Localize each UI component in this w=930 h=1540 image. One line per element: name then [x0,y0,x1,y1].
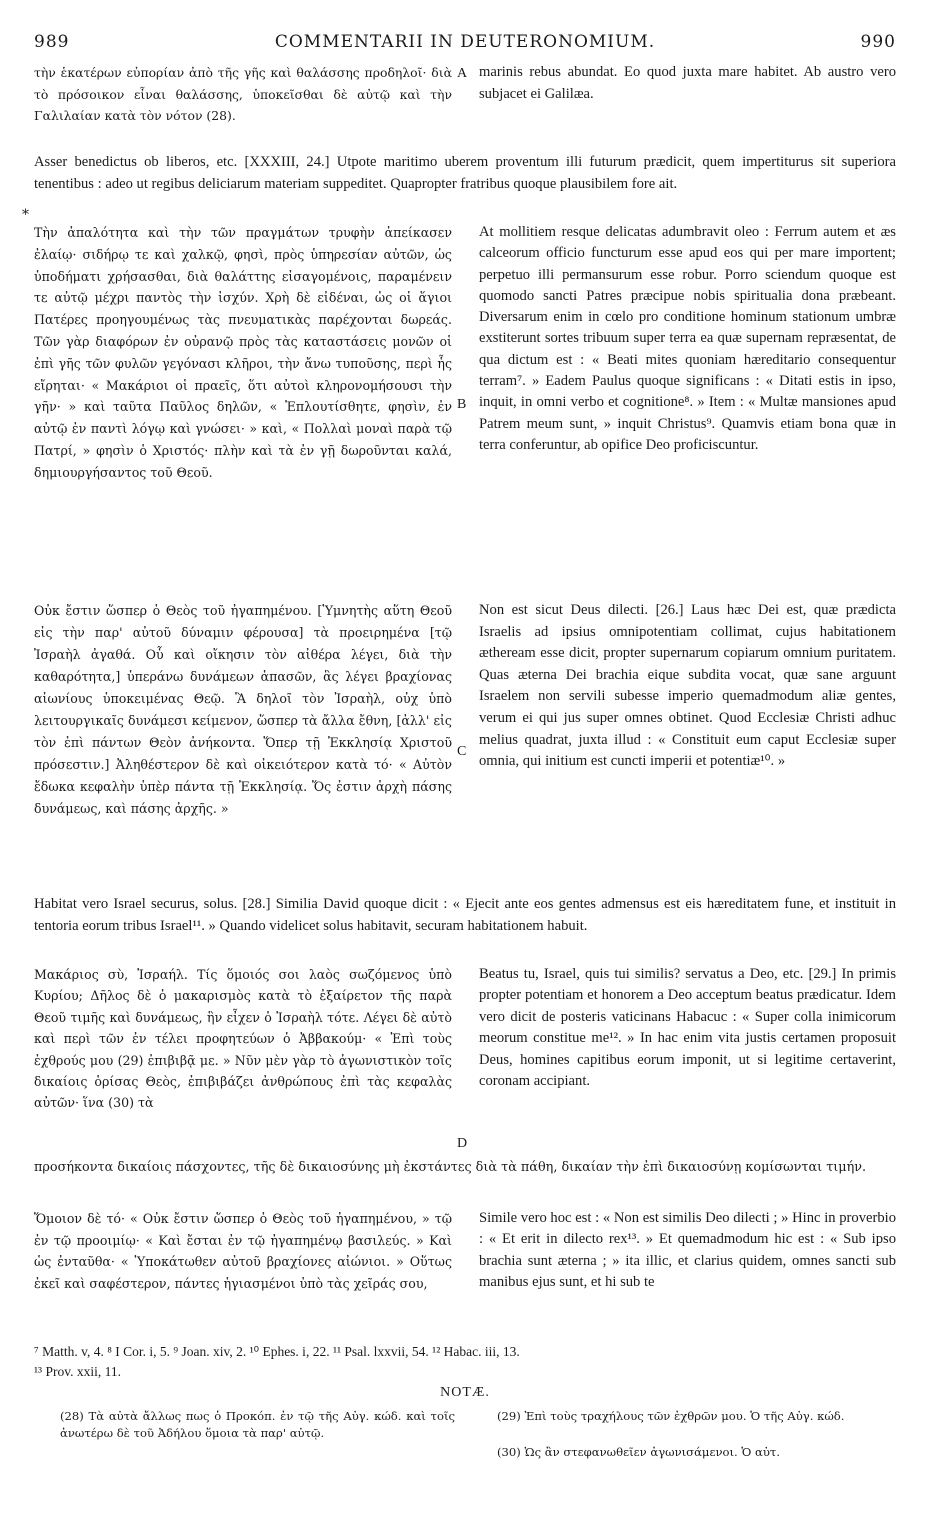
greek-paragraph-1: Τὴν ἁπαλότητα καὶ τὴν τῶν πραγμάτων τρυφὴν ἀπείκασεν ἐλαίῳ· σιδήρῳ τε καὶ χαλκῷ, φησὶ, πρὸς ὑπηρεσίαν αὐτῶν, ὡς ὑποδήματι χρήσασθαι, διὰ θαλάττης εἰσαγομένοις, παραμένειν τε αὐτῷ μέχρι παντὸς τὴν ἰσχύν. Χρὴ δὲ εἰδέναι, ὡς οἱ ἅγιοι Πατέρες προηγουμένως τὰς πνευματικὰς παρέχονται δωρεάς. Τῶν γὰρ διαφόρων ἐν οὐρανῷ πρὸς τὰς καταστάσεις μονῶν οἱ ἐπὶ γῆς τῶν φυλῶν γεγόνασι κλῆροι, τὴν ἄνω τυποῦσης, περὶ ἧς εἴρηται· « Μακάριοι οἱ πραεῖς, ὅτι αὐτοὶ κληρονομήσουσι τὴν γῆν· » καὶ ταῦτα Παῦλος δηλῶν, « Ἐπλουτίσθητε, φησὶν, ἐν αὐτῷ ἐν παντὶ λόγῳ καὶ γνώσει· » καὶ, « Πολλαὶ μοναὶ παρὰ τῷ Πατρί, » φησὶν ὁ Χριστός· πλὴν καὶ τὰ ἐν γῇ δωροῦνται καλά, δημιουργήσαντος τοῦ Θεοῦ. [34,225,452,480]
greek-wide-line: προσήκοντα δικαίοις πάσχοντες, τῆς δὲ δικαιοσύνης μὴ ἐκστάντες διὰ τὰ πάθη, δικαίαν τὴν ἐπὶ δικαιοσύνῃ κομίσωνται τιμήν. [34,1160,867,1175]
latin-paragraph-4: Simile vero hoc est : « Non est similis Deo dilecti ; » Hinc in proverbio : « Et erit in dilecto rex¹³. » Et quemadmodum hic est : « Sub ipso brachia sunt æterna ; » ita illic, et clarius quidem, omnes sancti sub manibus ejus sunt, et hi sub te [479,1210,896,1291]
page-number-right: 990 [860,32,896,52]
margin-asterisk: * [22,207,29,223]
margin-letter-b: B [457,397,467,412]
running-title: COMMENTARII IN DEUTERONOMIUM. [274,32,656,52]
habitat-paragraph: Habitat vero Israel securus, solus. [28.] Similia David quoque dicit : « Ejecit ante eos gentes admensus est eis hæreditatem fune, et instituit in tentoria eorum tribus Israel¹¹. » Quando videlicet solus habitavit, securam habitationem habuit. [34,896,896,934]
asser-paragraph: Asser benedictus ob liberos, etc. [XXXIII, 24.] Utpote maritimo uberem proventum illi futurum prædicit, quem impertiturus sit superiora tenentibus : adeo ut regibus deliciarum materiam suppeditet. Quapropter fratribus quoque plausibilem fore ait. [34,154,896,192]
latin-paragraph-2: Non est sicut Deus dilecti. [26.] Laus hæc Dei est, quæ prædicta Israelis ad ipsius omnipotentiam collimat, cujus habitationem ætheream esse dicit, propter supernarum copiarum omnium puritatem. Quas æterna Dei brachia eique subdita vocat, quæ sane arguunt Israelem non servili subesse imperio quemadmodum aliæ gentes, verum ei qui jus super omnes obtinet. Quod Ecclesiæ Christi adhuc melius quadrat, juxta illud : « Constituit eum caput Ecclesiæ super omnia, qui initium est cuncti imperii et potentiæ¹⁰. » [479,602,896,770]
greek-paragraph-4: Ὅμοιον δὲ τό· « Οὐκ ἔστιν ὥσπερ ὁ Θεὸς τοῦ ἠγαπημένου, » τῷ ἐν τῷ προοιμίῳ· « Καὶ ἔσται ἐν τῷ ἠγαπημένῳ βασιλεύς. » Καὶ ὡς ἐνταῦθα· « Ὑποκάτωθεν αὐτοῦ βραχίονες αἰώνιοι. » Οὕτως ἐκεῖ καὶ σαφέστερον, πάντες ἡγιασμένοι ὑπὸ τὰς χεῖράς σου, [34,1211,452,1291]
latin-top: marinis rebus abundat. Eo quod juxta mare habitet. Ab austro vero subjacet ei Galilæa. [479,64,896,102]
page-header [34,32,896,54]
footnote-line-2: ¹³ Prov. xxii, 11. [34,1364,121,1379]
footnotes [34,1342,896,1382]
notae-heading: NOTÆ. [440,1385,490,1400]
footnote-line-1: ⁷ Matth. v, 4. ⁸ I Cor. i, 5. ⁹ Joan. xiv, 2. ¹⁰ Ephes. i, 22. ¹¹ Psal. lxxvii, 54. ¹² Habac. iii, 13. [34,1344,520,1359]
latin-paragraph-3: Beatus tu, Israel, quis tui similis? servatus a Deo, etc. [29.] In primis propter potentiam et honorem a Deo acceptum beatus prædicatur. Idem vero dicit de posteris vaticinans Habacuc : « Super colla inimicorum meorum constitue me¹². » In hac enim vita justis certamen proposuit Deus, homines capitibus eorum imponit, ut si legitime certaverint, coronam accipiant. [479,966,896,1090]
latin-paragraph-1: At mollitiem resque delicatas adumbravit oleo : Ferrum autem et æs calceorum officio functurum esse apud eos qui per mare importent; perpetuo illi permansurum esse robur. Porro sciendum quoque est quomodo sancti Patres præcipue nobis spiritualia dona præbeant. Diversarum enim in cœlo pro conditione hominum stationum umbræ exstiterunt sortes tribuum super terra ea quæ supernam repræsentat, de qua dictum est : « Beati mites quoniam hæreditario consequentur terram⁷. » Eadem Paulus quoque significans : « Ditati estis in ipso, inquit, in omni verbo et cognitione⁸. » Item : « Multæ mansiones apud Patrem meum sunt, » inquit Christus⁹. Quamvis etiam bona quæ in terra conferuntur, ab opifice Deo proficiscuntur. [479,224,896,453]
note-28: (28) Τὰ αὐτὰ ἄλλως πως ὁ Προκόπ. ἐν τῷ τῆς Αὐγ. κώδ. καὶ τοῖς ἀνωτέρω δὲ τοῦ Ἀδήλου ὅμοια τὰ παρ' αὐτῷ. [60,1409,455,1440]
margin-letter-c: C [457,744,467,759]
greek-top: τὴν ἑκατέρων εὐπορίαν ἀπὸ τῆς γῆς καὶ θαλάσσης προδηλοῖ· διὰ τὸ πρόσοικον εἶναι θαλάσσης, ὑποκεῖσθαι δὲ αὐτῷ καὶ τὴν Γαλιλαίαν κατὰ τὸν νότον (28). [34,65,452,123]
margin-letter-d: D [457,1136,468,1151]
margin-letter-a: A [457,66,468,81]
greek-paragraph-3: Μακάριος σὺ, Ἰσραήλ. Τίς ὅμοιός σοι λαὸς σωζόμενος ὑπὸ Κυρίου; Δῆλος δὲ ὁ μακαρισμὸς κατὰ τὸ ἐξαίρετον τῆς παρὰ Θεοῦ τιμῆς καὶ δυνάμεως, ἣν εἶχεν ὁ Ἰσραὴλ τότε. Λέγει δὲ αὐτὸ καὶ περὶ τῶν ἐν τέλει προφητεύων ὁ Ἀββακούμ· « Ἐπὶ τοὺς ἐχθρούς μου (29) ἐπιβιβᾷ με. » Νῦν μὲν γὰρ τὸ ἀγωνιστικὸν τοῖς δικαίοις ὁρίσας Θεὸς, ἐπιβιβάζει ἀνθρώπους ἐπὶ τὰς κεφαλὰς αὐτῶν· ἵνα (30) τὰ [34,967,452,1111]
note-30: (30) Ὡς ἂν στεφανωθεῖεν ἀγωνισάμενοι. Ὁ αὐτ. [497,1445,781,1459]
page-number-left: 989 [34,32,70,52]
note-29: (29) Ἐπὶ τοὺς τραχήλους τῶν ἐχθρῶν μου. Ὁ τῆς Αὐγ. κώδ. [497,1409,845,1423]
greek-paragraph-2: Οὐκ ἔστιν ὥσπερ ὁ Θεὸς τοῦ ἠγαπημένου. [Ὑμνητὴς αὕτη Θεοῦ εἰς τὴν παρ' αὐτοῦ δύναμιν φέρουσα] τὰ προειρημένα [τῷ Ἰσραὴλ ἀγαθά. Οὗ καὶ οἴκησιν τὸν αἰθέρα λέγει, διὰ τὴν καθαρότητα,] ὑπεράνω δυνάμεων ἁπασῶν, ἃς λέγει βραχίονας αἰωνίους ὑποκειμένας Θεῷ. Ἃ δηλοῖ τὸν Ἰσραὴλ, οὐχ ὑπὸ λειτουργικαῖς δυνάμεσι κείμενον, ὥσπερ τὰ ἄλλα ἔθνη, [ἀλλ' εἰς τὸν ἐπὶ πάντων Θεὸν ἀνήκοντα. Ὅπερ τῇ Ἐκκλησίᾳ Χριστοῦ πρόσεστιν.] Ἀληθέστερον δὲ καὶ οἰκειότερον κατὰ τό· « Αὐτὸν ἔδωκα κεφαλὴν ὑπὲρ πάντα τῇ Ἐκκλησίᾳ. Ὅς ἐστιν ἀρχὴ πάσης δυνάμεως, καὶ πάσης ἀρχῆς. » [34,603,452,816]
